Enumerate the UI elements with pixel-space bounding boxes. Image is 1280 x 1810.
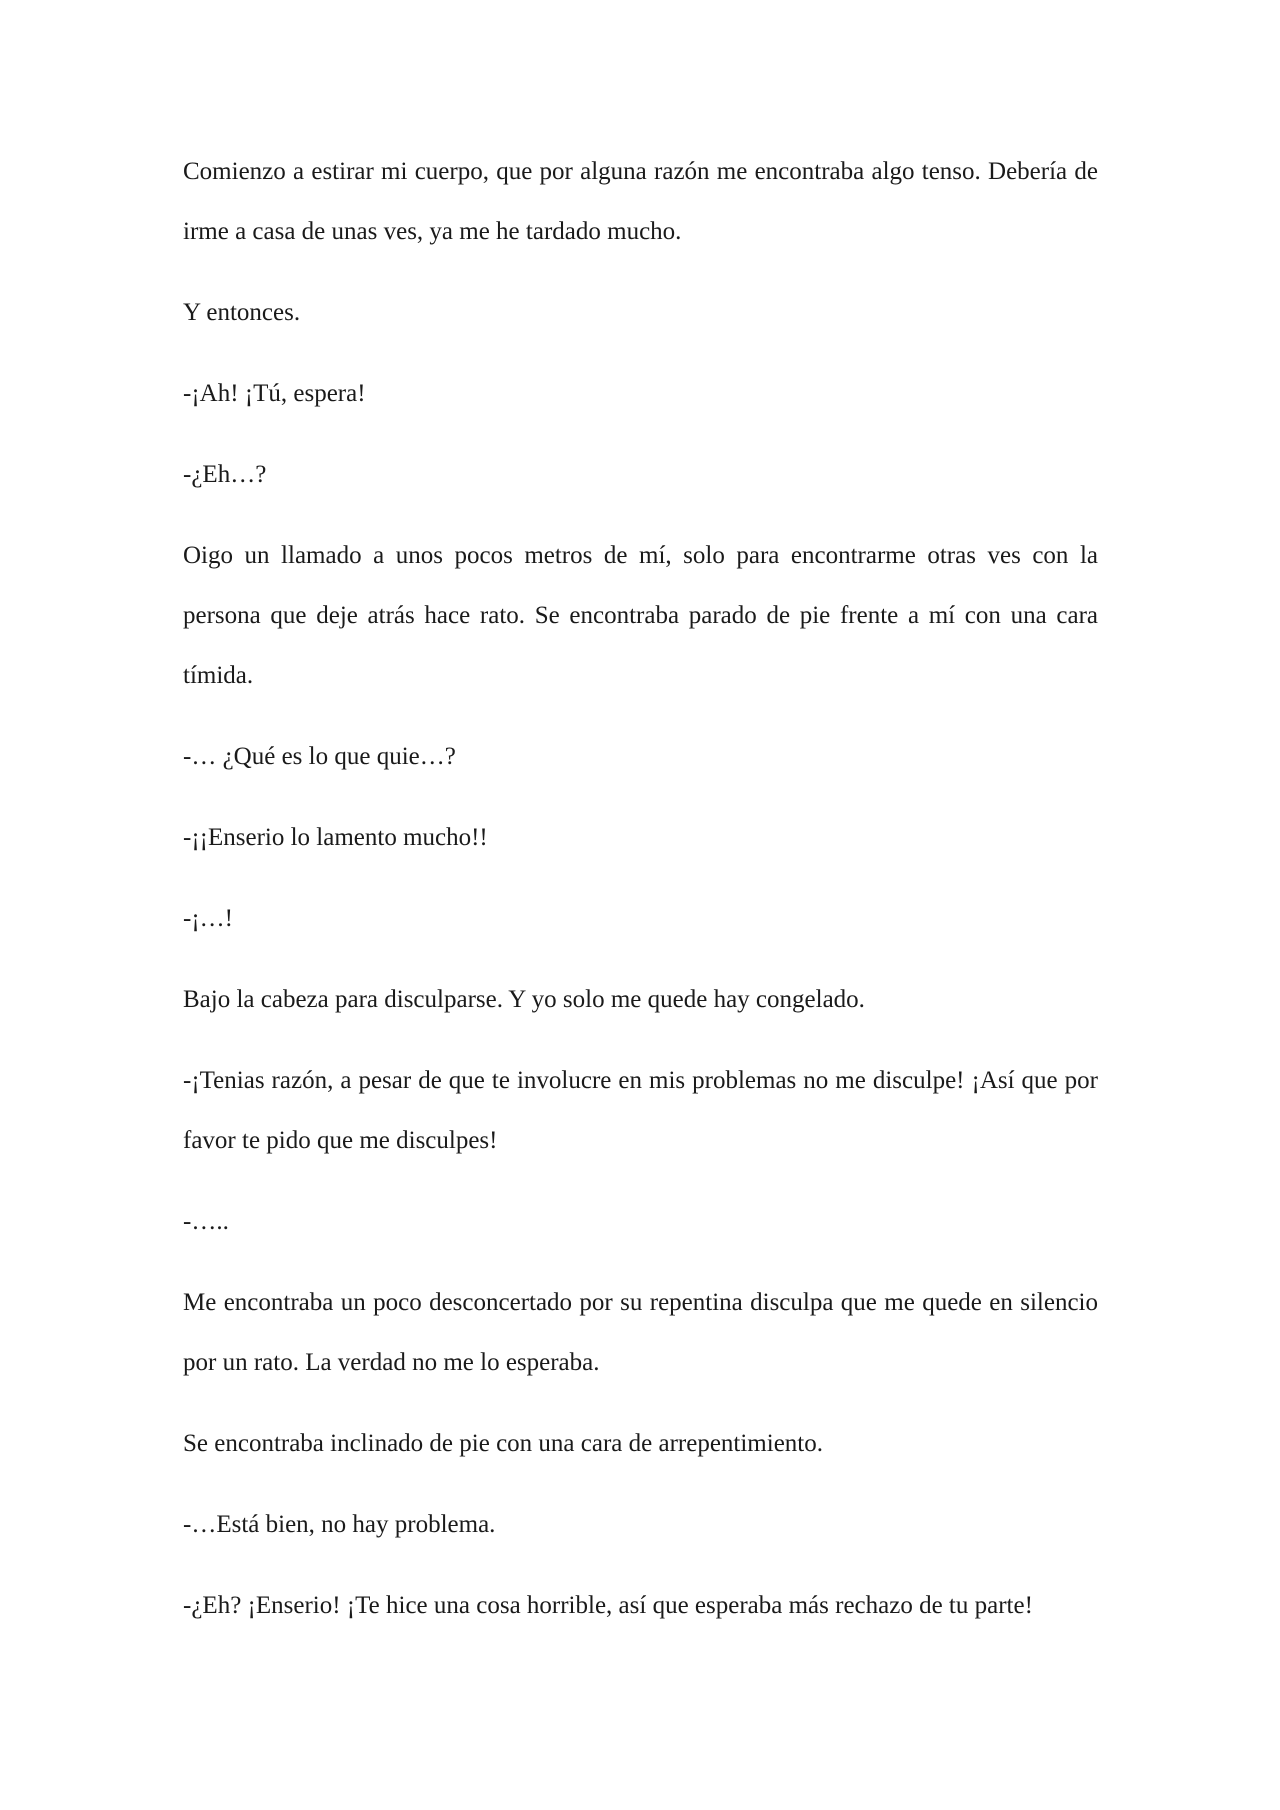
dialogue-line: -¡Ah! ¡Tú, espera! (183, 380, 366, 407)
body-text (183, 142, 1098, 1657)
paragraph: Y entonces. (183, 299, 301, 326)
dialogue-line: -¡…! (183, 905, 233, 932)
paragraph: Comienzo a estirar mi cuerpo, que por alguna razón me encontraba algo tenso. Debería de irme a casa de unas ves, ya me he tardado mucho. (183, 158, 1098, 245)
paragraph: Se encontraba inclinado de pie con una cara de arrepentimiento. (183, 1430, 823, 1457)
dialogue-line: -….. (183, 1208, 229, 1235)
dialogue-line: -…Está bien, no hay problema. (183, 1511, 496, 1538)
paragraph: Oigo un llamado a unos pocos metros de mí, solo para encontrarme otras ves con la persona que deje atrás hace rato. Se encontraba parado de pie frente a mí con una cara tímida. (183, 542, 1098, 689)
dialogue-line: -¿Eh? ¡Enserio! ¡Te hice una cosa horrible, así que esperaba más rechazo de tu parte! (183, 1592, 1033, 1619)
paragraph: Me encontraba un poco desconcertado por su repentina disculpa que me quede en silencio por un rato. La verdad no me lo esperaba. (183, 1289, 1098, 1376)
dialogue-line: -¡Tenias razón, a pesar de que te involucre en mis problemas no me disculpe! ¡Así que por favor te pido que me disculpes! (183, 1067, 1098, 1154)
dialogue-line: -… ¿Qué es lo que quie…? (183, 743, 456, 770)
paragraph: Bajo la cabeza para disculparse. Y yo solo me quede hay congelado. (183, 986, 865, 1013)
dialogue-line: -¡¡Enserio lo lamento mucho!! (183, 824, 488, 851)
dialogue-line: -¿Eh…? (183, 461, 267, 488)
